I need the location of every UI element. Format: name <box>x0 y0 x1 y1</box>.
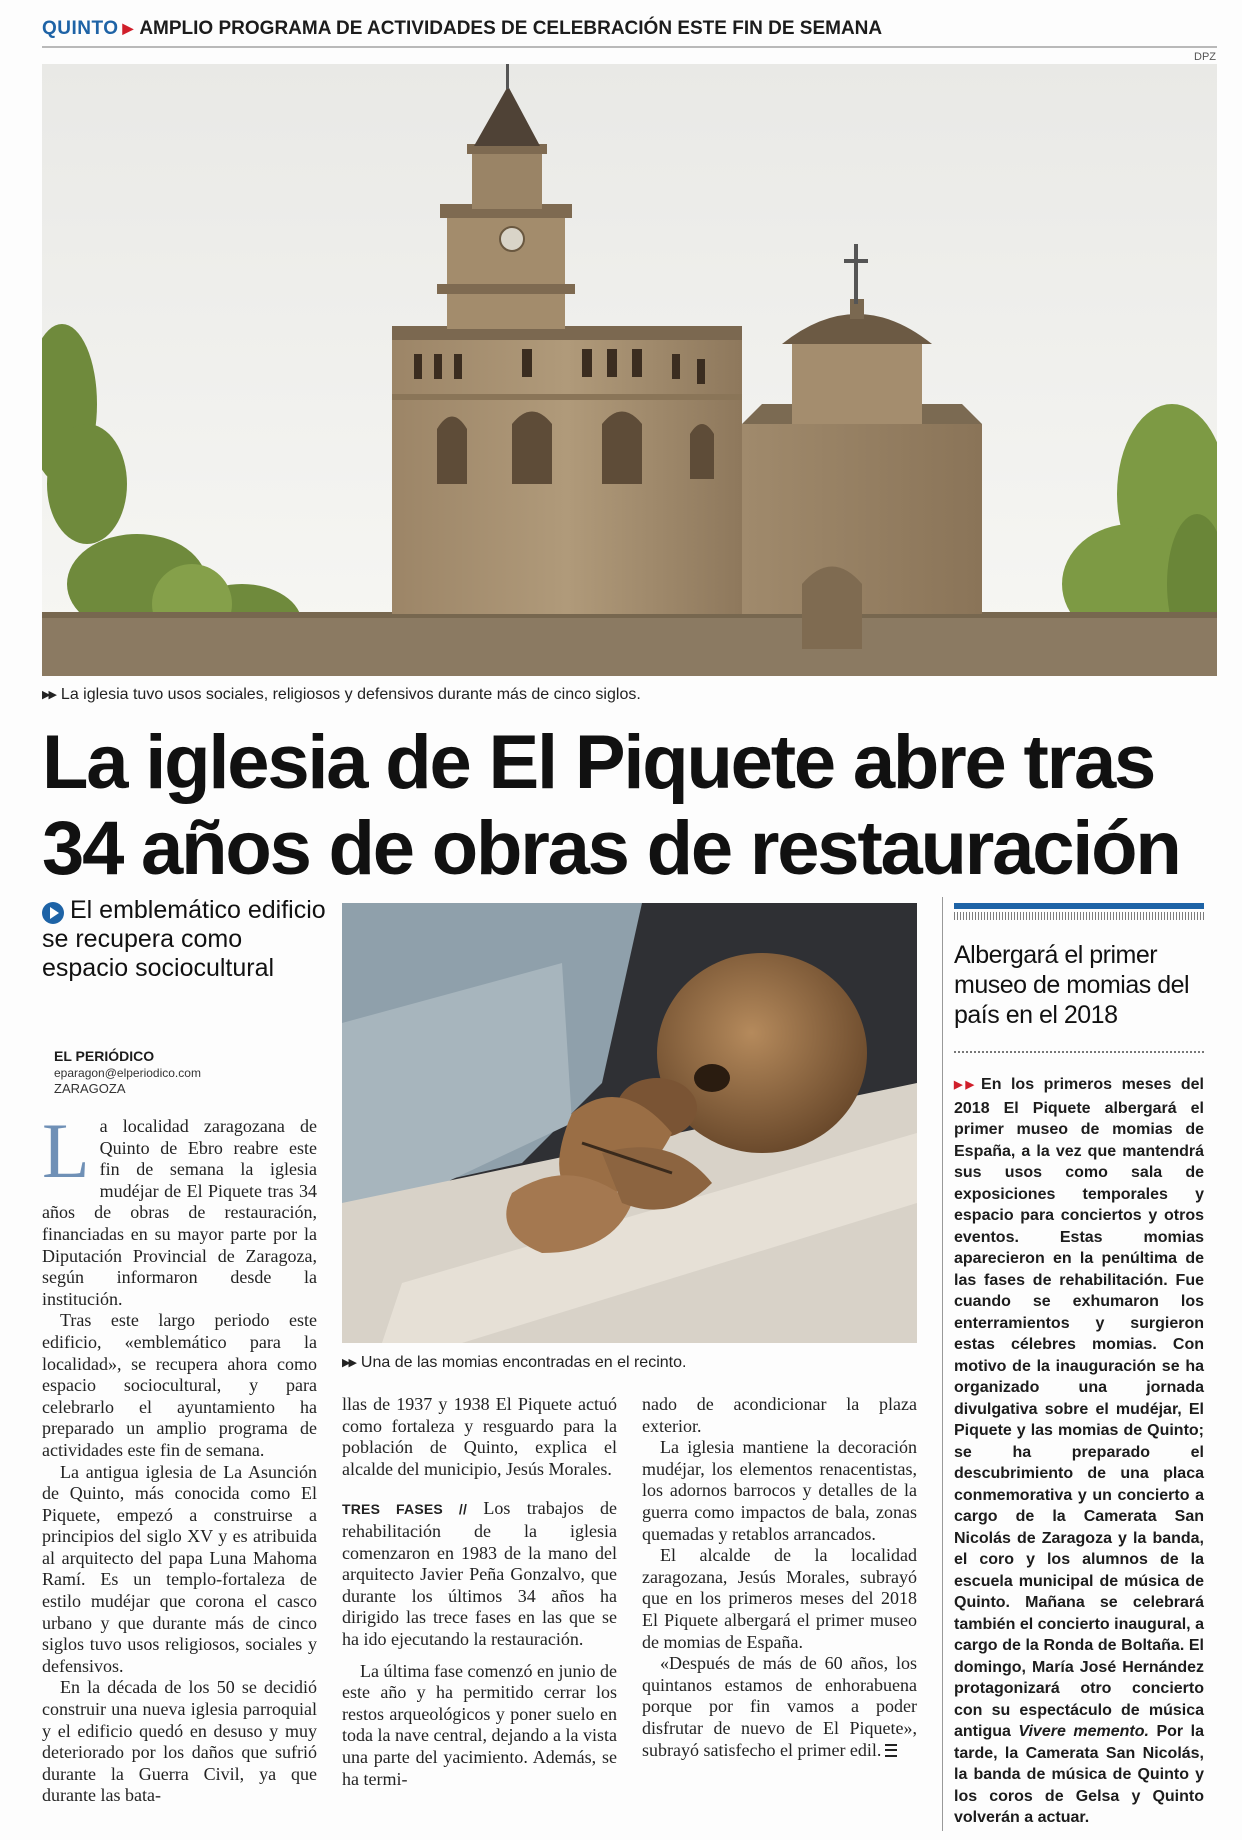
main-photo-caption <box>42 686 641 704</box>
paragraph-text: Los trabajos de rehabilitación de la iglesia comenzaron en 1983 de la mano del arquitecto Javier Peña Gonzalvo, que durante los últimos 34 años ha dirigido las trece fases en las que se ha ido ejecutando la restauración. <box>342 1498 618 1649</box>
headline-line-2: 34 años de obras de restauración <box>42 806 1180 891</box>
paragraph <box>342 1498 617 1650</box>
paragraph: La iglesia mantiene la decoración mudéjar, los elementos renacentistas, los adornos barrocos y detalles de la guerra como impactos de bala, zonas quemadas y retablos arrancados. <box>642 1437 917 1544</box>
paragraph: El alcalde de la localidad zaragozana, Jesús Morales, subrayó que en los primeros meses del 2018 El Piquete albergará el primer museo de momias de España. <box>642 1545 917 1652</box>
triangle-arrow-icon: ▶ <box>122 20 134 36</box>
paragraph: nado de acondicionar la plaza exterior. <box>642 1394 917 1436</box>
mummy-photo <box>342 903 917 1343</box>
sidebar-accent-bar <box>954 903 1204 909</box>
paragraph: llas de 1937 y 1938 El Piquete actuó como fortaleza y resguardo para la población de Quinto, explica el alcalde del municipio, Jesús Morales. <box>342 1394 617 1479</box>
sidebar-text-a: En los primeros meses del 2018 El Piquete albergará el primer museo de momias de España, a la vez que mantendrá sus usos como sala de exposiciones temporales y espacio para conciertos y otros eventos. Estas momias aparecieron en la penúltima de las fases de rehabilitación. Fue cuando se exhumaron los enterramientos y surgieron estas célebres momias. Con motivo de la inauguración se ha organizado una jornada divulgativa sobre el mudéjar, El Piquete y las momias de Quinto; se ha preparado el descubrimiento de una placa conmemorativa y un concierto a cargo de la Camerata San Nicolás de Zaragoza y la banda, el coro y los alumnos de la escuela municipal de música de Quinto. Mañana se celebrará también el concierto inaugural, a cargo de la Ronda de Boltaña. El domingo, María José Hernández protagonizará otro concierto con su espectáculo de música antigua <box>954 1076 1204 1740</box>
sidebar-title: Albergará el primer museo de momias del país en el 2018 <box>954 941 1190 1029</box>
body-column-1 <box>42 1107 317 1807</box>
byline-city: ZARAGOZA <box>54 1081 126 1096</box>
paragraph: La última fase comenzó en junio de este año y ha permitido cerrar los restos arqueológicos y poner suelo en toda la nave central, dejando a la vista una parte del yacimiento. Además, se ha termi- <box>342 1660 617 1789</box>
paragraph-text: a localidad zaragozana de Quinto de Ebro reabre este fin de semana la iglesia mudéjar de El Piquete tras 34 años de obras de restauración, financiadas en su mayor parte por la Diputación Provincial de Zaragoza, según informaron desde la institución. <box>42 1116 317 1309</box>
double-arrow-icon: ▶▶ <box>42 689 55 701</box>
sidebar-text-b: Por la tarde, la Camerata San Nicolás, la banda de música de Quinto y los coros de Gelsa y Quinto volverán a actuar. <box>954 1723 1204 1826</box>
paragraph: Tras este largo periodo este edificio, «emblemático para la localidad», se recupera ahora como espacio sociocultural, y para celebrarlo el ayuntamiento ha preparado un amplio programa de actividades este fin de semana. <box>42 1310 317 1460</box>
paragraph <box>42 1107 317 1310</box>
headline-line-1: La iglesia de El Piquete abre tras <box>42 720 1155 805</box>
drop-cap: L <box>42 1107 90 1194</box>
body-column-2 <box>342 1394 617 1790</box>
paragraph <box>642 1653 917 1761</box>
headline <box>42 720 1232 892</box>
subheadline: El emblemático edificio se recupera como espacio sociocultural <box>42 896 326 982</box>
kicker: AMPLIO PROGRAMA DE ACTIVIDADES DE CELEBRACIÓN ESTE FIN DE SEMANA <box>139 18 883 39</box>
body-column-3 <box>642 1394 917 1761</box>
sidebar-divider <box>954 1051 1204 1053</box>
byline <box>54 1048 201 1096</box>
paragraph: En la década de los 50 se decidió construir una nueva iglesia parroquial y el edificio quedó en desuso y muy deteriorado por los daños que sufrió durante la Guerra Civil, ya que durante las bata- <box>42 1677 317 1806</box>
section-header <box>42 18 1217 48</box>
church-photo <box>42 64 1217 676</box>
double-arrow-icon: ▶▶ <box>342 1357 355 1369</box>
sidebar-tick-rule <box>954 912 1204 920</box>
double-arrow-icon: ▶▶ <box>954 1079 978 1091</box>
paragraph-text: «Después de más de 60 años, los quintanos estamos de enhorabuena porque por fin vamos a poder disfrutar de nuevo de El Piquete», subrayó satisfecho el primer edil. <box>642 1653 917 1760</box>
inline-subhead: TRES FASES // <box>342 1501 468 1518</box>
end-of-article-icon <box>885 1744 897 1757</box>
byline-email[interactable]: eparagon@elperiodico.com <box>54 1066 201 1080</box>
play-bullet-icon <box>42 902 64 924</box>
byline-author: EL PERIÓDICO <box>54 1048 155 1064</box>
photo-credit: DPZ <box>1194 51 1216 63</box>
mummy-photo-caption <box>342 1354 686 1372</box>
sidebar-text <box>954 1074 1204 1829</box>
caption-text: Una de las momias encontradas en el recinto. <box>360 1354 687 1371</box>
section-label: QUINTO <box>42 18 119 39</box>
caption-text: La iglesia tuvo usos sociales, religiosos y defensivos durante más de cinco siglos. <box>60 686 641 703</box>
sidebar-italic-title: Vivere memento. <box>1018 1723 1149 1740</box>
paragraph: La antigua iglesia de La Asunción de Quinto, más conocida como El Piquete, empezó a construirse a principios del siglo XV y es atribuida al arquitecto del papa Luna Mahoma Ramí. Es un templo-fortaleza de estilo mudéjar que corona el casco urbano y que durante más de cinco siglos tuvo usos religiosos, sociales y defensivos. <box>42 1461 317 1676</box>
